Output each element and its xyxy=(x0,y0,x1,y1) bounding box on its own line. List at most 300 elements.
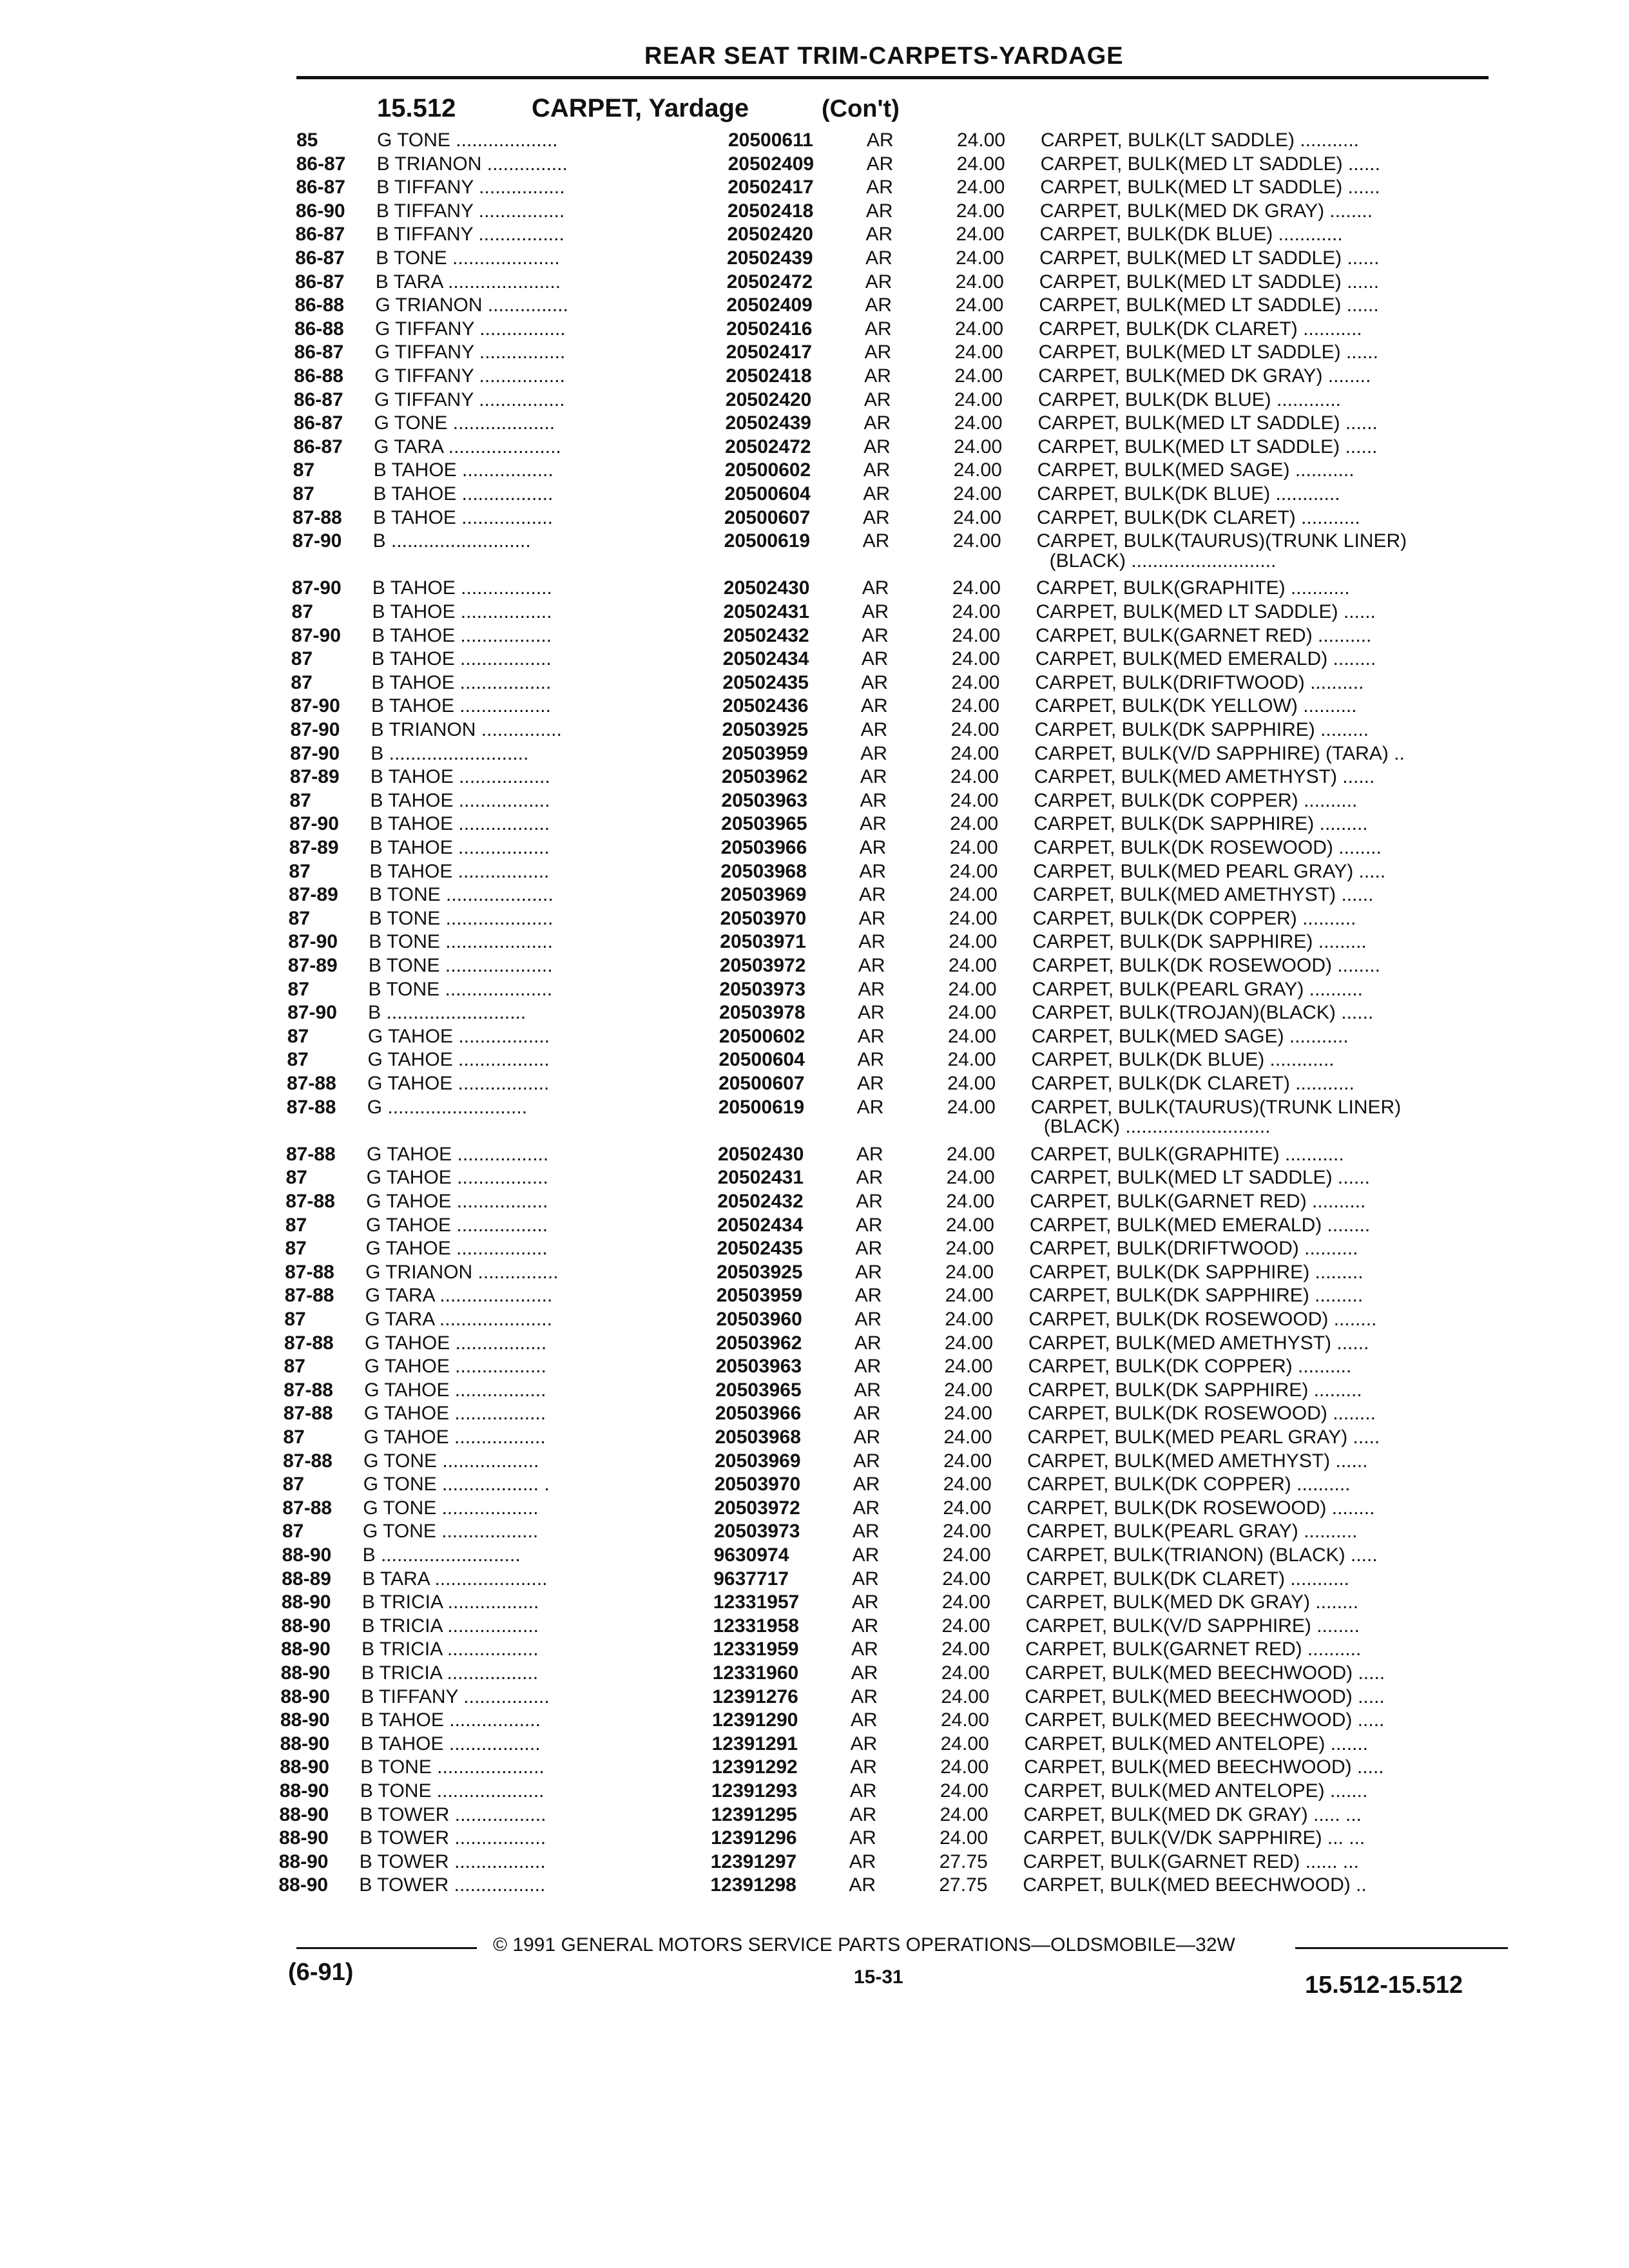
description-cell: CARPET, BULK(MED PEARL GRAY) ..... xyxy=(1027,1427,1380,1448)
description-cell: CARPET, BULK(DK COPPER) .......... xyxy=(1028,1356,1352,1378)
part-number-cell: 20502418 xyxy=(727,200,814,222)
price-cell: 24.00 xyxy=(943,1474,992,1495)
part-number-cell: 20500607 xyxy=(724,506,811,528)
description-cell: CARPET, BULK(MED AMETHYST) ...... xyxy=(1027,1450,1368,1472)
part-number-cell: 20502472 xyxy=(725,436,811,457)
part-number-cell: 20502432 xyxy=(717,1191,804,1212)
model-cell: G TONE .................. xyxy=(362,1521,539,1542)
table-row xyxy=(0,718,1629,742)
price-cell: 24.00 xyxy=(950,766,999,788)
model-cell: B TOWER ................. xyxy=(359,1850,546,1872)
part-number-cell: 20502439 xyxy=(725,412,811,434)
description-cell: CARPET, BULK(TAURUS)(TRUNK LINER) xyxy=(1036,530,1407,552)
qty-cell: AR xyxy=(858,1002,885,1024)
part-number-cell: 20503970 xyxy=(720,907,807,929)
table-row xyxy=(0,247,1629,270)
description-cell: CARPET, BULK(GARNET RED) ...... ... xyxy=(1023,1850,1359,1872)
description-cell: CARPET, BULK(DK CLARET) ........... xyxy=(1039,318,1362,340)
price-cell: 24.00 xyxy=(946,1167,995,1189)
footer-date: (6-91) xyxy=(288,1959,354,1986)
qty-cell: AR xyxy=(853,1427,881,1448)
price-cell: 24.00 xyxy=(955,294,1004,316)
description-cell: CARPET, BULK(MED DK GRAY) ........ xyxy=(1038,365,1371,387)
qty-cell: AR xyxy=(863,412,891,434)
qty-cell: AR xyxy=(860,813,887,835)
part-number-cell: 20503925 xyxy=(717,1261,803,1283)
part-number-cell: 20502434 xyxy=(717,1214,804,1236)
year-cell: 87-88 xyxy=(285,1261,334,1283)
description-cell: CARPET, BULK(GRAPHITE) ........... xyxy=(1036,577,1350,599)
price-cell: 24.00 xyxy=(949,907,998,929)
part-number-cell: 20503963 xyxy=(715,1356,802,1378)
description-cell: CARPET, BULK(DRIFTWOOD) .......... xyxy=(1035,671,1364,693)
description-cell: CARPET, BULK(DK BLUE) ............ xyxy=(1031,1049,1335,1071)
model-cell: G TAHOE ................. xyxy=(367,1049,550,1071)
price-cell: 24.00 xyxy=(956,177,1005,198)
price-cell: 24.00 xyxy=(949,931,998,953)
price-cell: 24.00 xyxy=(943,1403,992,1425)
qty-cell: AR xyxy=(862,577,889,599)
description-cell: CARPET, BULK(MED BEECHWOOD) .. xyxy=(1023,1874,1367,1896)
year-cell: 87-88 xyxy=(284,1332,334,1354)
qty-cell: AR xyxy=(852,1521,880,1542)
model-cell: B TONE .................... xyxy=(369,907,554,929)
description-cell: CARPET, BULK(MED LT SADDLE) ...... xyxy=(1037,412,1378,434)
qty-cell: AR xyxy=(853,1403,881,1425)
year-cell: 87 xyxy=(284,1309,306,1330)
footer-copyright: © 1991 GENERAL MOTORS SERVICE PARTS OPERATIONS—OLDSMOBILE—32W xyxy=(493,1934,1235,1956)
model-cell: G TAHOE ................. xyxy=(364,1356,546,1378)
price-cell: 24.00 xyxy=(946,1191,995,1212)
year-cell: 87 xyxy=(291,601,313,622)
qty-cell: AR xyxy=(859,837,887,858)
year-cell: 88-90 xyxy=(281,1615,331,1637)
part-number-cell: 20502417 xyxy=(728,177,814,198)
year-cell: 87 xyxy=(291,671,313,693)
price-cell: 24.00 xyxy=(945,1214,994,1236)
part-number-cell: 20503969 xyxy=(720,884,807,906)
qty-cell: AR xyxy=(860,742,887,764)
description-cell: CARPET, BULK(DK ROSEWOOD) ........ xyxy=(1032,955,1380,976)
description-cell: CARPET, BULK(DK ROSEWOOD) ........ xyxy=(1033,837,1382,858)
price-cell: 24.00 xyxy=(944,1379,993,1401)
qty-cell: AR xyxy=(862,624,889,646)
description-cell: CARPET, BULK(DK CLARET) ........... xyxy=(1026,1568,1349,1590)
year-cell: 88-90 xyxy=(279,1803,329,1825)
table-row xyxy=(0,1025,1629,1048)
table-row xyxy=(0,1379,1629,1402)
price-cell: 24.00 xyxy=(940,1709,990,1731)
table-row xyxy=(0,1190,1629,1213)
part-number-cell: 12391276 xyxy=(712,1686,798,1707)
part-number-cell: 20500619 xyxy=(718,1096,805,1118)
description-cell: CARPET, BULK(MED SAGE) ........... xyxy=(1037,459,1354,481)
qty-cell: AR xyxy=(851,1591,879,1613)
part-number-cell: 12391292 xyxy=(711,1756,798,1778)
price-cell: 24.00 xyxy=(953,506,1002,528)
year-cell: 87 xyxy=(285,1214,307,1236)
description-cell: CARPET, BULK(V/DK SAPPHIRE) ... ... xyxy=(1023,1827,1365,1849)
table-row xyxy=(0,860,1629,883)
part-number-cell: 20502430 xyxy=(723,577,810,599)
price-cell: 24.00 xyxy=(947,1025,996,1047)
description-cell: CARPET, BULK(MED LT SADDLE) ...... xyxy=(1036,601,1376,622)
table-row xyxy=(0,1048,1629,1072)
description-cell: CARPET, BULK(TRIANON) (BLACK) ..... xyxy=(1026,1544,1378,1566)
table-row xyxy=(0,318,1629,341)
part-number-cell: 20503963 xyxy=(721,789,808,811)
table-row xyxy=(0,294,1629,317)
year-cell: 88-90 xyxy=(280,1662,331,1684)
price-cell: 24.00 xyxy=(941,1662,990,1684)
page-header-title: REAR SEAT TRIM-CARPETS-YARDAGE xyxy=(644,43,1124,70)
table-row xyxy=(0,883,1629,907)
part-number-cell: 20502420 xyxy=(727,224,813,245)
description-cell: CARPET, BULK(PEARL GRAY) .......... xyxy=(1032,978,1364,1000)
part-number-cell: 20502416 xyxy=(726,318,813,340)
model-cell: G TAHOE ................. xyxy=(365,1214,548,1236)
part-number-cell: 20503978 xyxy=(719,1002,805,1024)
price-cell: 24.00 xyxy=(945,1261,994,1283)
table-row xyxy=(0,1214,1629,1237)
year-cell: 87-90 xyxy=(287,1002,337,1024)
year-cell: 86-87 xyxy=(294,271,345,293)
year-cell: 86-87 xyxy=(296,153,346,175)
description-cell: CARPET, BULK(DK SAPPHIRE) ......... xyxy=(1028,1379,1362,1401)
part-number-cell: 20503966 xyxy=(715,1403,802,1425)
price-cell: 24.00 xyxy=(947,1049,996,1071)
part-number-cell: 20503969 xyxy=(715,1450,801,1472)
model-cell: B TAHOE ................. xyxy=(370,789,550,811)
part-number-cell: 20503973 xyxy=(713,1521,800,1542)
year-cell: 87-90 xyxy=(291,577,342,599)
qty-cell: AR xyxy=(854,1356,882,1378)
year-cell: 88-90 xyxy=(281,1591,331,1613)
year-cell: 86-87 xyxy=(294,341,344,363)
year-cell: 86-87 xyxy=(296,177,345,198)
year-cell: 88-90 xyxy=(278,1850,329,1872)
description-cell: CARPET, BULK(DK COPPER) .......... xyxy=(1034,789,1358,811)
part-number-cell: 20500611 xyxy=(728,130,813,151)
price-cell: 24.00 xyxy=(956,153,1005,175)
part-number-cell: 20503962 xyxy=(715,1332,802,1354)
model-cell: B TOWER ................. xyxy=(359,1874,546,1896)
qty-cell: AR xyxy=(857,1049,885,1071)
price-cell: 24.00 xyxy=(950,789,999,811)
part-number-cell: 12331957 xyxy=(713,1591,800,1613)
model-cell: B TAHOE ................. xyxy=(373,459,554,481)
year-cell: 87 xyxy=(288,907,311,929)
part-number-cell: 20503959 xyxy=(722,742,808,764)
footer-rule-left xyxy=(296,1947,477,1949)
year-cell: 87-90 xyxy=(290,719,340,740)
section-title: CARPET, Yardage xyxy=(532,94,749,122)
model-cell: B TRICIA ................. xyxy=(361,1591,539,1613)
qty-cell: AR xyxy=(856,1143,883,1165)
qty-cell: AR xyxy=(860,719,888,740)
qty-cell: AR xyxy=(863,483,891,505)
part-number-cell: 9637717 xyxy=(713,1568,789,1590)
price-cell: 24.00 xyxy=(956,200,1005,222)
model-cell: B .......................... xyxy=(372,530,531,552)
part-number-cell: 20503966 xyxy=(720,837,807,858)
model-cell: B .......................... xyxy=(362,1544,521,1566)
year-cell: 87-90 xyxy=(291,695,340,717)
qty-cell: AR xyxy=(865,247,892,269)
table-row xyxy=(0,789,1629,812)
price-cell: 24.00 xyxy=(944,1356,993,1378)
footer-section-range: 15.512-15.512 xyxy=(1305,1972,1463,1999)
table-row xyxy=(0,1450,1629,1473)
description-cell: CARPET, BULK(DK BLUE) ............ xyxy=(1037,389,1342,410)
year-cell: 87-90 xyxy=(290,742,340,764)
qty-cell: AR xyxy=(865,318,892,340)
table-row xyxy=(0,601,1629,624)
price-cell: 24.00 xyxy=(941,1591,990,1613)
part-number-cell: 20502431 xyxy=(717,1167,804,1189)
year-cell: 87 xyxy=(287,1049,309,1071)
year-cell: 87 xyxy=(284,1356,305,1378)
description-cell: CARPET, BULK(DK COPPER) .......... xyxy=(1032,907,1356,929)
description-cell: CARPET, BULK(MED LT SADDLE) ...... xyxy=(1039,294,1379,316)
description-cell: CARPET, BULK(MED LT SADDLE) ...... xyxy=(1040,153,1380,175)
description-continuation-cell: (BLACK) ........................... xyxy=(1043,1116,1271,1138)
description-cell: CARPET, BULK(DK SAPPHIRE) ......... xyxy=(1034,719,1369,740)
year-cell: 86-87 xyxy=(293,412,343,434)
part-number-cell: 12391295 xyxy=(711,1803,797,1825)
part-number-cell: 20503973 xyxy=(719,978,806,1000)
description-cell: CARPET, BULK(MED AMETHYST) ...... xyxy=(1028,1332,1369,1354)
price-cell: 24.00 xyxy=(955,271,1004,293)
table-row xyxy=(0,129,1629,152)
model-cell: B TAHOE ................. xyxy=(371,671,552,693)
year-cell: 87-88 xyxy=(293,506,342,528)
model-cell: B .......................... xyxy=(371,742,529,764)
qty-cell: AR xyxy=(849,1874,876,1896)
part-number-cell: 20503968 xyxy=(715,1427,801,1448)
qty-cell: AR xyxy=(854,1285,882,1307)
model-cell: B TAHOE ................. xyxy=(373,483,554,505)
qty-cell: AR xyxy=(855,1261,882,1283)
description-cell: CARPET, BULK(DRIFTWOOD) .......... xyxy=(1029,1238,1358,1260)
table-row xyxy=(0,1497,1629,1520)
table-row xyxy=(0,836,1629,860)
price-cell: 24.00 xyxy=(941,1686,990,1707)
year-cell: 87-89 xyxy=(289,837,339,858)
description-cell: CARPET, BULK(MED EMERALD) ........ xyxy=(1035,648,1376,670)
part-number-cell: 20502435 xyxy=(722,671,809,693)
qty-cell: AR xyxy=(855,1238,883,1260)
model-cell: G TRIANON ............... xyxy=(365,1261,559,1283)
qty-cell: AR xyxy=(850,1733,878,1754)
price-cell: 24.00 xyxy=(952,530,1001,552)
price-cell: 24.00 xyxy=(942,1568,991,1590)
model-cell: B TAHOE ................. xyxy=(369,837,550,858)
price-cell: 24.00 xyxy=(953,459,1002,481)
table-row xyxy=(0,271,1629,294)
year-cell: 87 xyxy=(291,648,313,670)
year-cell: 88-90 xyxy=(279,1780,329,1802)
price-cell: 24.00 xyxy=(950,742,999,764)
price-cell: 24.00 xyxy=(943,1450,992,1472)
description-cell: CARPET, BULK(DK CLARET) ........... xyxy=(1031,1073,1354,1094)
price-cell: 24.00 xyxy=(954,412,1003,434)
table-row xyxy=(0,436,1629,459)
qty-cell: AR xyxy=(862,601,889,622)
year-cell: 86-87 xyxy=(293,436,343,457)
model-cell: B TONE .................... xyxy=(360,1780,545,1802)
description-cell: CARPET, BULK(DK CLARET) ........... xyxy=(1037,506,1360,528)
year-cell: 87 xyxy=(285,1167,307,1189)
price-cell: 24.00 xyxy=(942,1544,991,1566)
description-cell: CARPET, BULK(PEARL GRAY) .......... xyxy=(1026,1521,1358,1542)
year-cell: 87 xyxy=(289,860,311,882)
year-cell: 87 xyxy=(285,1238,307,1260)
qty-cell: AR xyxy=(863,459,891,481)
table-row xyxy=(0,1284,1629,1307)
part-number-cell: 20503960 xyxy=(716,1309,802,1330)
part-number-cell: 20502436 xyxy=(722,695,809,717)
year-cell: 88-90 xyxy=(280,1709,330,1731)
year-cell: 87 xyxy=(287,978,309,1000)
table-row xyxy=(0,1355,1629,1378)
table-row xyxy=(0,1733,1629,1756)
description-cell: CARPET, BULK(DK SAPPHIRE) ......... xyxy=(1029,1261,1364,1283)
table-row xyxy=(0,1662,1629,1685)
model-cell: B TAHOE ................. xyxy=(370,766,550,788)
description-continuation-cell: (BLACK) ........................... xyxy=(1049,550,1277,572)
table-row xyxy=(0,1473,1629,1496)
part-number-cell: 20502420 xyxy=(725,389,812,410)
part-number-cell: 12391298 xyxy=(710,1874,796,1896)
table-row xyxy=(0,1638,1629,1661)
model-cell: G TAHOE ................. xyxy=(366,1191,548,1212)
table-row xyxy=(0,341,1629,364)
year-cell: 87-88 xyxy=(283,1403,333,1425)
part-number-cell: 12391293 xyxy=(711,1780,798,1802)
table-row xyxy=(0,648,1629,671)
qty-cell: AR xyxy=(865,200,893,222)
qty-cell: AR xyxy=(854,1332,882,1354)
table-row xyxy=(0,1850,1629,1874)
year-cell: 87 xyxy=(282,1474,305,1495)
year-cell: 87-90 xyxy=(288,931,338,953)
description-cell: CARPET, BULK(DK ROSEWOOD) ........ xyxy=(1028,1309,1377,1330)
price-cell: 24.00 xyxy=(954,436,1003,457)
qty-cell: AR xyxy=(858,931,885,953)
model-cell: B TONE .................... xyxy=(369,884,554,906)
qty-cell: AR xyxy=(864,341,892,363)
year-cell: 87-89 xyxy=(287,955,338,976)
part-number-cell: 20502409 xyxy=(728,153,815,175)
part-number-cell: 12391291 xyxy=(711,1733,798,1754)
price-cell: 24.00 xyxy=(943,1427,992,1448)
part-number-cell: 20503972 xyxy=(719,955,806,976)
description-cell: CARPET, BULK(MED BEECHWOOD) ..... xyxy=(1025,1686,1385,1707)
year-cell: 86-88 xyxy=(294,294,345,316)
table-row xyxy=(0,200,1629,223)
year-cell: 87-89 xyxy=(289,884,338,906)
price-cell: 24.00 xyxy=(945,1285,994,1307)
model-cell: G TONE ................... xyxy=(374,412,555,434)
description-cell: CARPET, BULK(GARNET RED) .......... xyxy=(1036,624,1372,646)
model-cell: G TONE ................... xyxy=(377,130,558,151)
part-number-cell: 20503962 xyxy=(721,766,808,788)
year-cell: 86-90 xyxy=(295,200,345,222)
price-cell: 24.00 xyxy=(956,247,1005,269)
price-cell: 24.00 xyxy=(955,318,1004,340)
table-row xyxy=(0,1520,1629,1543)
part-number-cell: 20500607 xyxy=(718,1073,805,1094)
qty-cell: AR xyxy=(865,224,893,245)
year-cell: 88-90 xyxy=(280,1756,329,1778)
model-cell: B TONE .................... xyxy=(368,978,553,1000)
year-cell: 86-87 xyxy=(293,389,343,410)
price-cell: 24.00 xyxy=(941,1615,990,1637)
price-cell: 24.00 xyxy=(953,483,1002,505)
year-cell: 87-88 xyxy=(282,1497,333,1519)
price-cell: 24.00 xyxy=(954,389,1003,410)
model-cell: B TONE .................... xyxy=(368,955,553,976)
model-cell: B TIFFANY ................ xyxy=(376,200,565,222)
table-row xyxy=(0,765,1629,789)
qty-cell: AR xyxy=(859,860,887,882)
model-cell: G TAHOE ................. xyxy=(364,1379,546,1401)
model-cell: B TAHOE ................. xyxy=(360,1709,541,1731)
price-cell: 27.75 xyxy=(939,1850,988,1872)
description-cell: CARPET, BULK(GARNET RED) .......... xyxy=(1025,1639,1362,1660)
year-cell: 87-88 xyxy=(287,1073,336,1094)
description-cell: CARPET, BULK(GRAPHITE) ........... xyxy=(1030,1143,1344,1165)
description-cell: CARPET, BULK(MED BEECHWOOD) ..... xyxy=(1024,1709,1385,1731)
qty-cell: AR xyxy=(858,907,886,929)
price-cell: 24.00 xyxy=(940,1827,988,1849)
table-row xyxy=(0,1072,1629,1095)
description-cell: CARPET, BULK(DK ROSEWOOD) ........ xyxy=(1027,1403,1376,1425)
qty-cell: AR xyxy=(864,365,891,387)
year-cell: 88-90 xyxy=(281,1639,331,1660)
description-cell: CARPET, BULK(DK SAPPHIRE) ......... xyxy=(1028,1285,1364,1307)
price-cell: 24.00 xyxy=(945,1238,994,1260)
table-row xyxy=(0,812,1629,836)
table-row xyxy=(0,1001,1629,1024)
part-number-cell: 12331959 xyxy=(713,1639,799,1660)
model-cell: G TAHOE ................. xyxy=(366,1167,548,1189)
part-number-cell: 20500619 xyxy=(724,530,811,552)
model-cell: B TONE .................... xyxy=(369,931,553,953)
year-cell: 87-90 xyxy=(292,530,342,552)
table-row xyxy=(0,1308,1629,1331)
description-cell: CARPET, BULK(MED SAGE) ........... xyxy=(1031,1025,1349,1047)
price-cell: 24.00 xyxy=(941,1639,990,1660)
qty-cell: AR xyxy=(849,1803,877,1825)
model-cell: B TRICIA ................. xyxy=(361,1615,539,1637)
table-row xyxy=(0,176,1629,199)
table-row-continuation xyxy=(0,1115,1629,1139)
footer-page-number: 15-31 xyxy=(854,1966,903,1988)
description-cell: CARPET, BULK(MED DK GRAY) ..... ... xyxy=(1023,1803,1362,1825)
table-row xyxy=(0,907,1629,930)
price-cell: 24.00 xyxy=(947,1073,996,1094)
model-cell: B TIFFANY ................ xyxy=(376,224,564,245)
footer-rule-right xyxy=(1295,1947,1508,1949)
price-cell: 24.00 xyxy=(951,648,1000,670)
qty-cell: AR xyxy=(856,1191,883,1212)
qty-cell: AR xyxy=(850,1756,877,1778)
part-number-cell: 20503971 xyxy=(720,931,806,953)
qty-cell: AR xyxy=(865,294,892,316)
model-cell: B TRIANON ............... xyxy=(371,719,562,740)
